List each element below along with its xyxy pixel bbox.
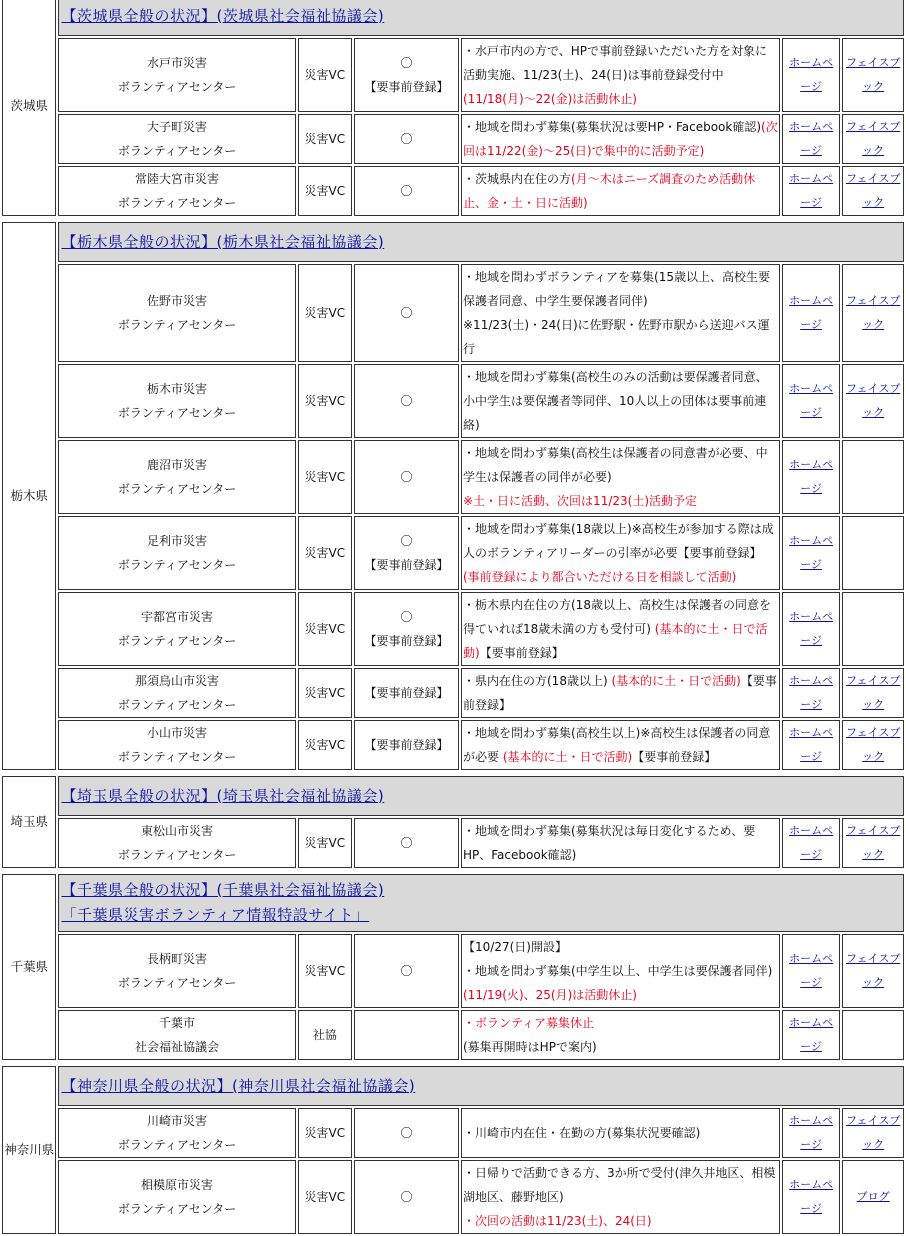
center-row bbox=[2, 38, 904, 112]
homepage-link[interactable]: ホームページ bbox=[789, 674, 834, 711]
social-link-cell bbox=[842, 264, 904, 362]
center-name-line: 栃木市災害 bbox=[147, 382, 208, 396]
center-name-line: 宇都宮市災害 bbox=[141, 610, 214, 624]
recruit-info-text: ・川崎市内在住・在勤の方(募集状況要確認) bbox=[463, 1126, 701, 1140]
social-link-cell bbox=[842, 114, 904, 164]
center-name-line: ボランティアセンター bbox=[117, 1202, 237, 1216]
recruit-info-text: ・地域を問わず募集(募集状況は毎日変化するため、要HP、Facebook確認) bbox=[463, 824, 756, 862]
facebook-link[interactable]: フェイスブック bbox=[846, 120, 901, 157]
facebook-link[interactable]: フェイスブック bbox=[846, 382, 901, 419]
center-type: 災害VC bbox=[304, 738, 346, 752]
recruit-info-text: ・地域を問わず募集(18歳以上)※高校生が参加する際は成人のボランティアリーダーの引率が必要【要事前登録】 bbox=[463, 522, 774, 560]
center-type-cell bbox=[298, 166, 352, 216]
prefecture-status-link[interactable]: 「千葉県災害ボランティア情報特設サイト」 bbox=[61, 906, 370, 924]
recruit-info-text: ・地域を問わずボランティアを募集(15歳以上、高校生要保護者同意、中学生要保護者同伴) bbox=[463, 270, 770, 308]
recruit-info-text: ・県内在住の方(18歳以上) bbox=[463, 674, 612, 688]
center-name-line: 社会福祉協議会 bbox=[135, 1040, 220, 1054]
center-name-cell bbox=[58, 592, 295, 666]
recruit-status-cell bbox=[354, 440, 459, 514]
center-name-line: ボランティアセンター bbox=[117, 848, 237, 862]
homepage-cell bbox=[782, 38, 841, 112]
center-row bbox=[2, 934, 904, 1008]
center-name-line: 鹿沼市災害 bbox=[147, 458, 208, 472]
facebook-link[interactable]: ブログ bbox=[856, 1190, 890, 1203]
recruit-info-text: ・水戸市内の方で、HPで事前登録いただいた方を対象に活動実施、11/23(土)、24(日)は事前登録受付中 bbox=[463, 44, 768, 82]
homepage-cell bbox=[782, 364, 841, 438]
recruit-info-text: ※11/23(土)・24(日)に佐野駅・佐野市駅から送迎バス運行 bbox=[463, 318, 770, 356]
recruit-info-text: (事前登録により都合いただける日を相談して活動) bbox=[463, 570, 737, 584]
prefecture-status-link[interactable]: 【栃木県全般の状況】(栃木県社会福祉協議会) bbox=[61, 232, 385, 251]
center-row bbox=[2, 516, 904, 590]
social-link-cell bbox=[842, 818, 904, 868]
center-name-line: 足利市災害 bbox=[147, 534, 208, 548]
center-name-line: 相模原市災害 bbox=[141, 1178, 214, 1192]
recruit-info-text: (募集再開時はHPで案内) bbox=[463, 1040, 597, 1054]
center-name-cell bbox=[58, 934, 295, 1008]
social-link-cell bbox=[842, 38, 904, 112]
recruit-info-text: ・茨城県内在住の方 bbox=[463, 172, 572, 186]
recruit-status-cell bbox=[354, 364, 459, 438]
facebook-link[interactable]: フェイスブック bbox=[846, 824, 901, 861]
center-type: 災害VC bbox=[304, 836, 346, 850]
center-type-cell bbox=[298, 364, 352, 438]
gap-cell bbox=[2, 1062, 904, 1064]
center-name-line: 大子町災害 bbox=[147, 120, 208, 134]
homepage-cell bbox=[782, 1010, 841, 1060]
recruit-info-text: (11/19(火)、25(月)は活動休止) bbox=[463, 988, 637, 1002]
recruit-info-text: ・地域を問わず募集(高校生は保護者の同意書が必要、中学生は保護者の同伴が必要) bbox=[463, 446, 768, 484]
recruit-status-cell bbox=[354, 1010, 459, 1060]
homepage-cell bbox=[782, 166, 841, 216]
center-row bbox=[2, 818, 904, 868]
center-name-line: 那須烏山市災害 bbox=[135, 674, 220, 688]
section-header-row bbox=[2, 874, 904, 932]
center-row bbox=[2, 668, 904, 718]
homepage-cell bbox=[782, 264, 841, 362]
recruit-info-text: ※土・日に活動、次回は11/23(土)活動予定 bbox=[463, 494, 698, 508]
center-name-cell bbox=[58, 38, 295, 112]
recruit-status-mark: 【要事前登録】 bbox=[364, 634, 449, 648]
recruit-status-cell bbox=[354, 1108, 459, 1158]
recruit-info-text: ・ボランティア募集休止 bbox=[463, 1016, 595, 1030]
recruit-info-text: (基本的に土・日で活動) bbox=[502, 750, 633, 764]
prefecture-status-header bbox=[58, 0, 904, 36]
center-name-cell bbox=[58, 114, 295, 164]
recruit-info-text: ・次回の活動は11/23(土)、24(日) bbox=[463, 1214, 652, 1228]
prefecture-name: 埼玉県 bbox=[10, 814, 48, 829]
center-name-line: ボランティアセンター bbox=[117, 976, 237, 990]
homepage-cell bbox=[782, 720, 841, 770]
homepage-link[interactable]: ホームページ bbox=[789, 56, 834, 93]
recruit-status-cell bbox=[354, 114, 459, 164]
homepage-cell bbox=[782, 114, 841, 164]
prefecture-status-link[interactable]: 【埼玉県全般の状況】(埼玉県社会福祉協議会) bbox=[61, 786, 385, 805]
center-name-cell bbox=[58, 818, 295, 868]
center-name-line: 小山市災害 bbox=[147, 726, 208, 740]
recruit-info-cell bbox=[461, 934, 780, 1008]
recruit-info-cell bbox=[461, 114, 780, 164]
prefecture-cell bbox=[2, 0, 56, 216]
recruit-info-cell bbox=[461, 1108, 780, 1158]
recruit-status-cell bbox=[354, 38, 459, 112]
center-type-cell bbox=[298, 38, 352, 112]
recruit-status-mark: 〇 bbox=[400, 132, 413, 146]
homepage-cell bbox=[782, 516, 841, 590]
social-link-cell bbox=[842, 934, 904, 1008]
homepage-link[interactable]: ホームページ bbox=[789, 120, 834, 157]
center-row bbox=[2, 166, 904, 216]
center-type: 災害VC bbox=[304, 964, 346, 978]
recruit-status-mark: 〇 bbox=[400, 1190, 413, 1204]
recruit-status-mark: 【要事前登録】 bbox=[364, 686, 449, 700]
prefecture-cell bbox=[2, 1066, 56, 1234]
recruit-status-mark: 〇 bbox=[400, 964, 413, 978]
center-type: 災害VC bbox=[304, 622, 346, 636]
facebook-link[interactable]: フェイスブック bbox=[846, 726, 901, 763]
center-row bbox=[2, 1160, 904, 1234]
center-name-cell bbox=[58, 364, 295, 438]
center-name-cell bbox=[58, 166, 295, 216]
section-header-row bbox=[2, 1066, 904, 1106]
prefecture-name: 神奈川県 bbox=[4, 1142, 55, 1157]
prefecture-status-header bbox=[58, 1066, 904, 1106]
recruit-status-mark: 〇 bbox=[400, 306, 413, 320]
center-type-cell bbox=[298, 264, 352, 362]
center-type-cell bbox=[298, 516, 352, 590]
recruit-info-text: (次回は11/22(金)～25(日)で集中的に活動予定) bbox=[463, 120, 778, 158]
prefecture-status-header bbox=[58, 776, 904, 816]
center-name-line: 川崎市災害 bbox=[147, 1114, 208, 1128]
center-type: 災害VC bbox=[304, 1126, 346, 1140]
center-name-cell bbox=[58, 1010, 295, 1060]
center-name-line: 佐野市災害 bbox=[147, 294, 208, 308]
section-header-row bbox=[2, 222, 904, 262]
homepage-link[interactable]: ホームページ bbox=[789, 824, 834, 861]
prefecture-cell bbox=[2, 874, 56, 1060]
center-name-line: ボランティアセンター bbox=[117, 698, 237, 712]
prefecture-status-link[interactable]: 【茨城県全般の状況】(茨城県社会福祉協議会) bbox=[61, 6, 385, 25]
center-type-cell bbox=[298, 1010, 352, 1060]
prefecture-cell bbox=[2, 776, 56, 868]
facebook-link[interactable]: フェイスブック bbox=[846, 294, 901, 331]
social-link-cell bbox=[842, 440, 904, 514]
social-link-cell bbox=[842, 364, 904, 438]
recruit-info-cell bbox=[461, 720, 780, 770]
recruit-status-cell bbox=[354, 166, 459, 216]
homepage-cell bbox=[782, 818, 841, 868]
recruit-status-cell bbox=[354, 1160, 459, 1234]
recruit-info-cell bbox=[461, 1160, 780, 1234]
homepage-link[interactable]: ホームページ bbox=[789, 726, 834, 763]
center-type-cell bbox=[298, 934, 352, 1008]
homepage-cell bbox=[782, 668, 841, 718]
center-name-cell bbox=[58, 1108, 295, 1158]
recruit-status-cell bbox=[354, 592, 459, 666]
center-name-line: ボランティアセンター bbox=[117, 1138, 237, 1152]
center-name-cell bbox=[58, 516, 295, 590]
center-type: 災害VC bbox=[304, 1190, 346, 1204]
center-type-cell bbox=[298, 668, 352, 718]
recruit-status-mark: 【要事前登録】 bbox=[364, 738, 449, 752]
section-gap bbox=[2, 870, 904, 872]
center-name-line: ボランティアセンター bbox=[117, 144, 237, 158]
gap-cell bbox=[2, 772, 904, 774]
center-name-line: ボランティアセンター bbox=[117, 406, 237, 420]
homepage-link[interactable]: ホームページ bbox=[789, 610, 834, 647]
recruit-info-text: 【要事前登録】 bbox=[479, 646, 564, 660]
prefecture-name: 千葉県 bbox=[10, 959, 48, 974]
center-name-line: ボランティアセンター bbox=[117, 750, 237, 764]
center-type-cell bbox=[298, 114, 352, 164]
center-name-line: 千葉市 bbox=[159, 1016, 196, 1030]
center-type-cell bbox=[298, 592, 352, 666]
recruit-status-mark: 〇 bbox=[400, 470, 413, 484]
center-row bbox=[2, 114, 904, 164]
recruit-status-mark: 〇 bbox=[400, 534, 413, 548]
recruit-status-mark: 〇 bbox=[400, 836, 413, 850]
recruit-info-cell bbox=[461, 440, 780, 514]
recruit-info-text: 【要事前登録】 bbox=[632, 750, 717, 764]
center-name-cell bbox=[58, 668, 295, 718]
recruit-status-mark: 〇 bbox=[400, 184, 413, 198]
homepage-link[interactable]: ホームページ bbox=[789, 172, 834, 209]
facebook-link[interactable]: フェイスブック bbox=[846, 952, 901, 989]
recruit-info-text: (基本的に土・日で活動) bbox=[463, 622, 768, 660]
center-type-cell bbox=[298, 720, 352, 770]
center-type: 災害VC bbox=[304, 686, 346, 700]
homepage-cell bbox=[782, 934, 841, 1008]
homepage-link[interactable]: ホームページ bbox=[789, 952, 834, 989]
center-type: 災害VC bbox=[304, 470, 346, 484]
recruit-info-cell bbox=[461, 592, 780, 666]
social-link-cell bbox=[842, 720, 904, 770]
section-gap bbox=[2, 772, 904, 774]
homepage-cell bbox=[782, 1160, 841, 1234]
prefecture-status-link[interactable]: 【神奈川県全般の状況】(神奈川県社会福祉協議会) bbox=[61, 1076, 416, 1095]
recruit-status-mark: 〇 bbox=[400, 610, 413, 624]
center-name-line: 常陸大宮市災害 bbox=[135, 172, 220, 186]
center-row bbox=[2, 592, 904, 666]
center-type-cell bbox=[298, 1108, 352, 1158]
homepage-cell bbox=[782, 1108, 841, 1158]
section-header-row bbox=[2, 0, 904, 36]
center-row bbox=[2, 440, 904, 514]
center-type: 災害VC bbox=[304, 546, 346, 560]
center-type: 災害VC bbox=[304, 306, 346, 320]
center-name-line: ボランティアセンター bbox=[117, 482, 237, 496]
recruit-info-text: ・地域を問わず募集(高校生のみの活動は要保護者同意、小中学生は要保護者等同伴、10人以上の団体は要事前連絡) bbox=[463, 370, 768, 432]
center-type-cell bbox=[298, 1160, 352, 1234]
recruit-info-cell bbox=[461, 1010, 780, 1060]
center-name-line: ボランティアセンター bbox=[117, 80, 237, 94]
recruit-status-cell bbox=[354, 264, 459, 362]
recruit-info-text: ・栃木県内在住の方(18歳以上、高校生は保護者の同意を得ていれば18歳未満の方も受付可) bbox=[463, 598, 771, 636]
prefecture-cell bbox=[2, 222, 56, 770]
social-link-cell bbox=[842, 166, 904, 216]
recruit-status-mark: 〇 bbox=[400, 56, 413, 70]
center-name-line: 東松山市災害 bbox=[141, 824, 214, 838]
center-name-line: ボランティアセンター bbox=[117, 558, 237, 572]
recruit-info-text: ・日帰りで活動できる方、3か所で受付(津久井地区、相模湖地区、藤野地区) bbox=[463, 1166, 776, 1204]
center-name-line: ボランティアセンター bbox=[117, 196, 237, 210]
recruit-status-cell bbox=[354, 516, 459, 590]
facebook-link[interactable]: フェイスブック bbox=[846, 1114, 901, 1151]
center-type: 災害VC bbox=[304, 184, 346, 198]
homepage-link[interactable]: ホームページ bbox=[789, 382, 834, 419]
center-row bbox=[2, 364, 904, 438]
center-type: 災害VC bbox=[304, 394, 346, 408]
recruit-info-text: ・地域を問わず募集(高校生以上)※高校生は保護者の同意が必要 bbox=[463, 726, 771, 764]
recruit-status-mark: 【要事前登録】 bbox=[364, 80, 449, 94]
facebook-link[interactable]: フェイスブック bbox=[846, 56, 901, 93]
social-link-cell bbox=[842, 1160, 904, 1234]
center-name-line: 長柄町災害 bbox=[147, 952, 208, 966]
center-name-line: ボランティアセンター bbox=[117, 634, 237, 648]
prefecture-name: 栃木県 bbox=[10, 488, 48, 503]
center-name-line: 水戸市災害 bbox=[147, 56, 208, 70]
prefecture-status-header bbox=[58, 222, 904, 262]
section-gap bbox=[2, 1062, 904, 1064]
center-type: 災害VC bbox=[304, 68, 346, 82]
center-type: 社協 bbox=[312, 1028, 337, 1042]
gap-cell bbox=[2, 218, 904, 220]
social-link-cell bbox=[842, 668, 904, 718]
recruit-info-cell bbox=[461, 516, 780, 590]
homepage-link[interactable]: ホームページ bbox=[789, 1178, 834, 1215]
recruit-info-cell bbox=[461, 364, 780, 438]
center-row bbox=[2, 264, 904, 362]
recruit-info-text: (月～木はニーズ調査のため活動休止、金・土・日に活動) bbox=[463, 172, 756, 210]
recruit-info-text: 【10/27(日)開設】 bbox=[463, 940, 567, 954]
center-type-cell bbox=[298, 440, 352, 514]
section-gap bbox=[2, 218, 904, 220]
recruit-info-cell bbox=[461, 166, 780, 216]
center-name-line: ボランティアセンター bbox=[117, 318, 237, 332]
recruit-status-cell bbox=[354, 720, 459, 770]
center-name-cell bbox=[58, 720, 295, 770]
homepage-link[interactable]: ホームページ bbox=[789, 534, 834, 571]
center-name-cell bbox=[58, 1160, 295, 1234]
homepage-link[interactable]: ホームページ bbox=[789, 1016, 834, 1053]
center-name-cell bbox=[58, 264, 295, 362]
recruit-status-mark: 〇 bbox=[400, 394, 413, 408]
recruit-status-cell bbox=[354, 934, 459, 1008]
social-link-cell bbox=[842, 516, 904, 590]
homepage-link[interactable]: ホームページ bbox=[789, 458, 834, 495]
recruit-status-mark: 〇 bbox=[400, 1126, 413, 1140]
social-link-cell bbox=[842, 1010, 904, 1060]
center-type: 災害VC bbox=[304, 132, 346, 146]
recruit-info-text: (基本的に土・日で活動) bbox=[611, 674, 741, 688]
prefecture-status-link[interactable]: 【千葉県全般の状況】(千葉県社会福祉協議会) bbox=[61, 881, 385, 899]
gap-cell bbox=[2, 870, 904, 872]
recruit-status-cell bbox=[354, 668, 459, 718]
facebook-link[interactable]: フェイスブック bbox=[846, 172, 901, 209]
prefecture-status-header bbox=[58, 874, 904, 932]
center-name-cell bbox=[58, 440, 295, 514]
homepage-cell bbox=[782, 592, 841, 666]
recruit-status-mark: 【要事前登録】 bbox=[364, 558, 449, 572]
center-type-cell bbox=[298, 818, 352, 868]
homepage-link[interactable]: ホームページ bbox=[789, 294, 834, 331]
facebook-link[interactable]: フェイスブック bbox=[846, 674, 901, 711]
prefecture-name: 茨城県 bbox=[10, 98, 48, 113]
homepage-link[interactable]: ホームページ bbox=[789, 1114, 834, 1151]
center-row bbox=[2, 720, 904, 770]
recruit-info-text: ・地域を問わず募集(募集状況は要HP・Facebook確認) bbox=[463, 120, 762, 134]
center-row bbox=[2, 1010, 904, 1060]
recruit-status-cell bbox=[354, 818, 459, 868]
recruit-info-text: 【要事前登録】 bbox=[463, 674, 777, 712]
center-row bbox=[2, 1108, 904, 1158]
section-header-row bbox=[2, 776, 904, 816]
recruit-info-cell bbox=[461, 668, 780, 718]
recruit-info-cell bbox=[461, 818, 780, 868]
recruit-info-cell bbox=[461, 264, 780, 362]
homepage-cell bbox=[782, 440, 841, 514]
recruit-info-text: ・地域を問わず募集(中学生以上、中学生は要保護者同伴) bbox=[463, 964, 773, 978]
recruit-info-text: (11/18(月)～22(金)は活動休止) bbox=[463, 92, 637, 106]
social-link-cell bbox=[842, 1108, 904, 1158]
social-link-cell bbox=[842, 592, 904, 666]
recruit-info-cell bbox=[461, 38, 780, 112]
